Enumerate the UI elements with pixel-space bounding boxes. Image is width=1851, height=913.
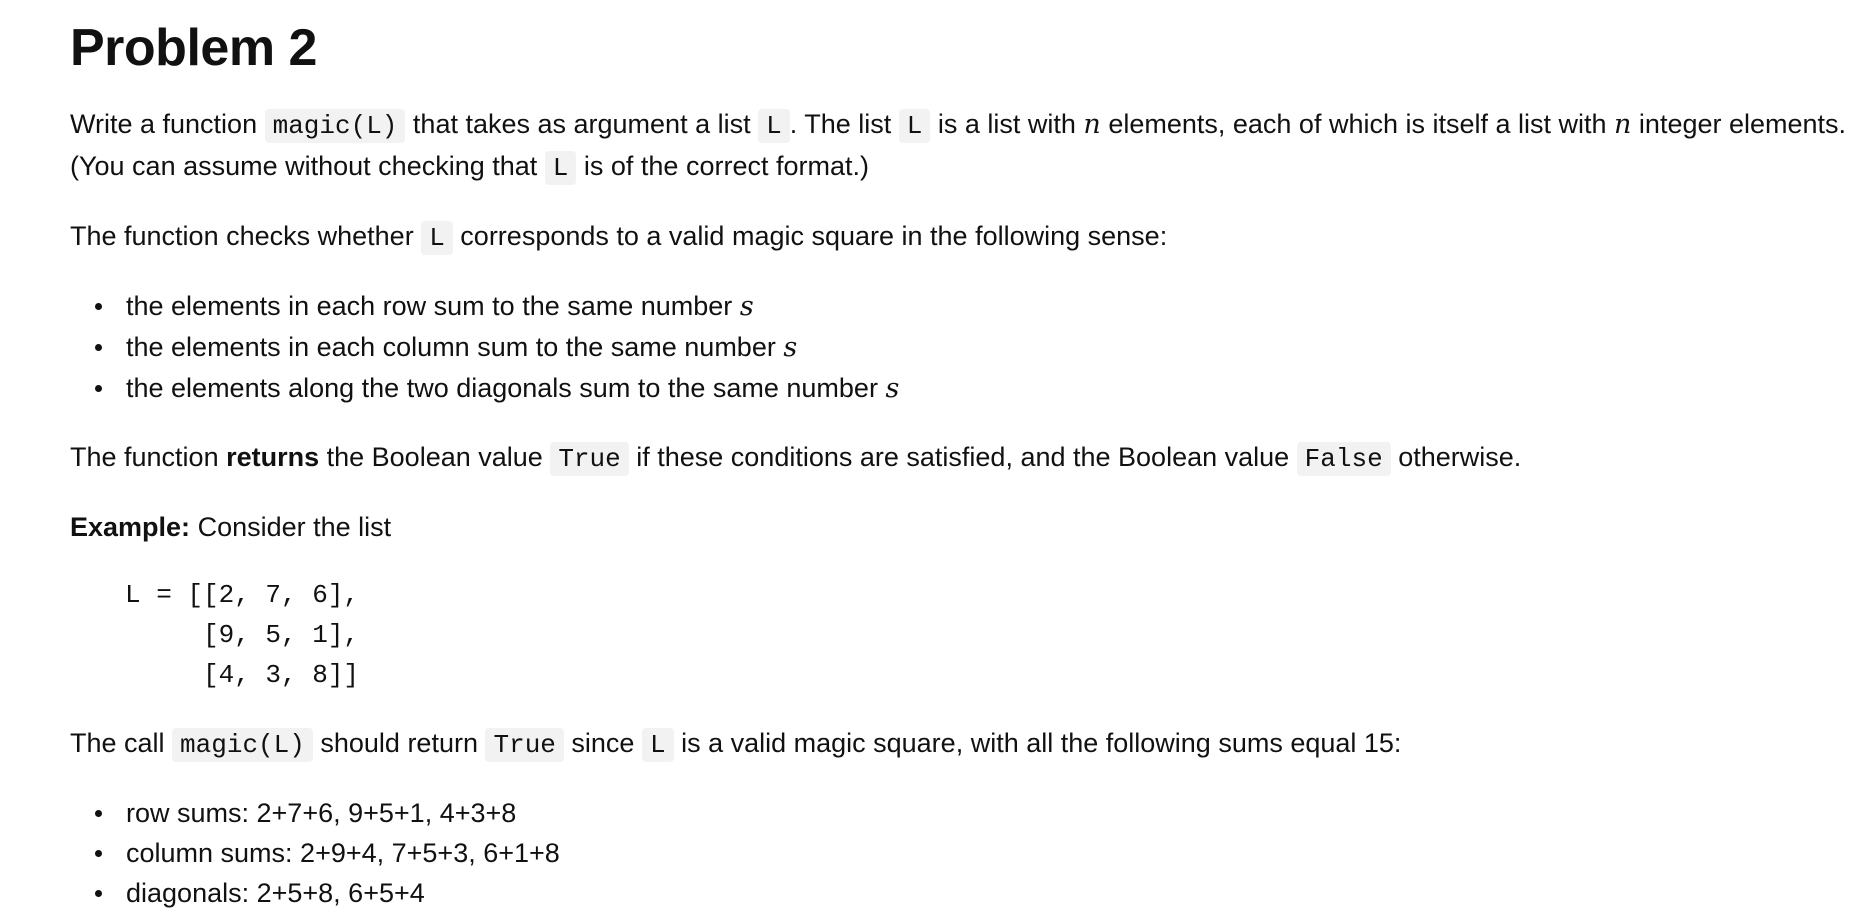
text-span: the Boolean value xyxy=(319,442,551,472)
list-item: row sums: 2+7+6, 9+5+1, 4+3+8 xyxy=(126,793,1851,833)
list-item-text: the elements in each column sum to the same number xyxy=(126,332,784,362)
description-paragraph xyxy=(70,104,1851,188)
text-span: Write a function xyxy=(70,109,265,139)
call-paragraph xyxy=(70,723,1851,765)
list-item: diagonals: 2+5+8, 6+5+4 xyxy=(126,873,1851,913)
text-span: integer elements. (You can assume without checking that xyxy=(70,109,1847,181)
bold-returns: returns xyxy=(226,442,320,472)
code-line: [4, 3, 8]] xyxy=(125,660,360,690)
inline-code-false: False xyxy=(1297,442,1391,476)
inline-code-true: True xyxy=(550,442,628,476)
text-span: is a valid magic square, with all the following sums equal 15: xyxy=(673,728,1402,758)
list-item-text: the elements in each row sum to the same number xyxy=(126,291,740,321)
text-span: . The list xyxy=(789,109,899,139)
text-span: The call xyxy=(70,728,173,758)
checks-paragraph xyxy=(70,216,1851,258)
code-block xyxy=(125,575,1851,695)
text-span: The function checks whether xyxy=(70,221,422,251)
page-title: Problem 2 xyxy=(70,19,317,77)
text-span: that takes as argument a list xyxy=(405,109,759,139)
sums-list xyxy=(70,793,1851,913)
math-var-n: n xyxy=(1614,109,1632,140)
inline-code-L: L xyxy=(642,728,674,762)
example-paragraph xyxy=(70,507,1851,547)
text-span: Consider the list xyxy=(190,512,392,542)
text-span: otherwise. xyxy=(1390,442,1522,472)
text-span: should return xyxy=(312,728,486,758)
list-item: column sums: 2+9+4, 7+5+3, 6+1+8 xyxy=(126,833,1851,873)
list-item-text: the elements along the two diagonals sum to the same number xyxy=(126,373,886,403)
inline-code-L: L xyxy=(899,109,931,143)
inline-code-true: True xyxy=(485,728,563,762)
text-span: The function xyxy=(70,442,227,472)
math-var-s: s xyxy=(783,332,798,363)
bold-example: Example: xyxy=(70,512,191,542)
math-var-s: s xyxy=(739,291,754,322)
text-span: since xyxy=(563,728,642,758)
code-line: [9, 5, 1], xyxy=(125,620,360,650)
inline-code-L: L xyxy=(758,109,790,143)
returns-paragraph xyxy=(70,437,1851,479)
code-line: L = [[2, 7, 6], xyxy=(125,580,360,610)
text-span: is a list with xyxy=(930,109,1084,139)
text-span: corresponds to a valid magic square in the following sense: xyxy=(452,221,1168,251)
conditions-list xyxy=(70,286,1851,409)
math-var-s: s xyxy=(885,373,900,404)
list-item xyxy=(126,368,1851,409)
inline-code-L: L xyxy=(545,151,577,185)
list-item xyxy=(126,327,1851,368)
text-span: if these conditions are satisfied, and the Boolean value xyxy=(628,442,1297,472)
text-span: elements, each of which is itself a list with xyxy=(1100,109,1615,139)
inline-code-magic: magic(L) xyxy=(265,109,406,143)
text-span: is of the correct format.) xyxy=(576,151,869,181)
inline-code-L: L xyxy=(421,221,453,255)
inline-code-magic: magic(L) xyxy=(172,728,313,762)
list-item xyxy=(126,286,1851,327)
math-var-n: n xyxy=(1083,109,1101,140)
